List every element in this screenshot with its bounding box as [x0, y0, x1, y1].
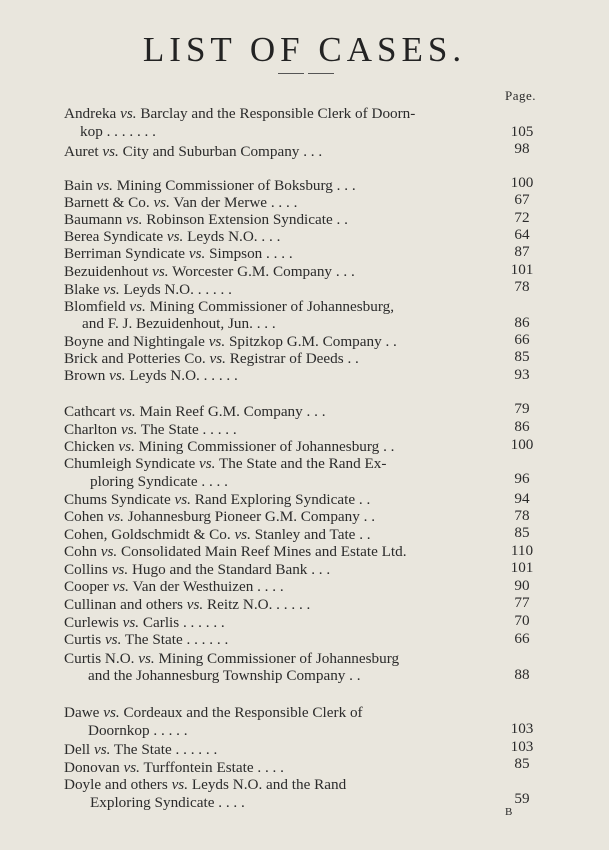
case-entry-line: Charlton vs. The State . . . . .: [64, 421, 237, 438]
case-entry-line: ploring Syndicate . . . .: [90, 473, 228, 490]
case-page-number: 72: [514, 209, 530, 226]
case-entry-line: Chums Syndicate vs. Rand Exploring Syndicate . .: [64, 491, 371, 508]
case-page-number: 66: [514, 331, 530, 348]
case-entry-line: Bezuidenhout vs. Worcester G.M. Company . . .: [64, 263, 355, 280]
case-page-number: 103: [510, 738, 534, 755]
case-entry-line: Dawe vs. Cordeaux and the Responsible Clerk of: [64, 704, 363, 721]
case-page-number: 79: [514, 400, 530, 417]
case-entry-line: Auret vs. City and Suburban Company . . .: [64, 143, 323, 160]
case-page-number: 96: [514, 470, 530, 487]
case-page-number: 93: [514, 366, 530, 383]
case-entry-line: Exploring Syndicate . . . .: [90, 794, 245, 811]
case-entry-line: Doornkop . . . . .: [88, 722, 188, 739]
case-entry-line: Curtis vs. The State . . . . . .: [64, 631, 229, 648]
case-page-number: 85: [514, 755, 530, 772]
case-page-number: 88: [514, 666, 530, 683]
case-entry-line: Cohen, Goldschmidt & Co. vs. Stanley and Tate . .: [64, 526, 371, 543]
case-entry-line: Barnett & Co. vs. Van der Merwe . . . .: [64, 194, 298, 211]
case-entry-line: and the Johannesburg Township Company . .: [88, 667, 361, 684]
signature-mark: B: [505, 806, 513, 818]
case-page-number: 86: [514, 418, 530, 435]
case-entry-line: Doyle and others vs. Leyds N.O. and the Rand: [64, 776, 347, 793]
title-rule-right: [308, 73, 334, 74]
case-entry-line: Andreka vs. Barclay and the Responsible Clerk of Doorn-: [64, 105, 416, 122]
case-page-number: 66: [514, 630, 530, 647]
case-page-number: 100: [510, 174, 534, 191]
case-entry-line: Dell vs. The State . . . . . .: [64, 741, 218, 758]
case-page-number: 103: [510, 720, 534, 737]
case-page-number: 98: [514, 140, 530, 157]
case-entry-line: Brick and Potteries Co. vs. Registrar of Deeds . .: [64, 350, 359, 367]
case-page-number: 90: [514, 577, 530, 594]
case-page-number: 105: [510, 123, 534, 140]
case-entry-line: Cullinan and others vs. Reitz N.O. . . . . .: [64, 596, 311, 613]
case-entry-line: Chicken vs. Mining Commissioner of Johannesburg . .: [64, 438, 395, 455]
case-page-number: 77: [514, 594, 530, 611]
case-entry-line: Bain vs. Mining Commissioner of Boksburg . . .: [64, 177, 356, 194]
case-entry-line: Cohen vs. Johannesburg Pioneer G.M. Company . .: [64, 508, 376, 525]
case-page-number: 101: [510, 559, 534, 576]
case-page-number: 64: [514, 226, 530, 243]
case-entry-line: Chumleigh Syndicate vs. The State and the Rand Ex-: [64, 455, 387, 472]
case-entry-line: Blomfield vs. Mining Commissioner of Johannesburg,: [64, 298, 395, 315]
case-page-number: 100: [510, 436, 534, 453]
case-entry-line: Donovan vs. Turffontein Estate . . . .: [64, 759, 284, 776]
case-entry-line: Cooper vs. Van der Westhuizen . . . .: [64, 578, 284, 595]
case-page-number: 78: [514, 507, 530, 524]
case-page-number: 110: [510, 542, 534, 559]
case-entry-line: and F. J. Bezuidenhout, Jun. . . .: [82, 315, 276, 332]
case-page-number: 78: [514, 278, 530, 295]
case-entry-line: Curlewis vs. Carlis . . . . . .: [64, 614, 225, 631]
case-page-number: 101: [510, 261, 534, 278]
case-entry-line: Cohn vs. Consolidated Main Reef Mines and Estate Ltd.: [64, 543, 407, 560]
case-entry-line: Berriman Syndicate vs. Simpson . . . .: [64, 245, 293, 262]
case-page-number: 85: [514, 348, 530, 365]
page-column-header: Page.: [505, 88, 537, 103]
case-entry-line: Berea Syndicate vs. Leyds N.O. . . .: [64, 228, 281, 245]
case-entry-line: Blake vs. Leyds N.O. . . . . .: [64, 281, 232, 298]
case-entry-line: kop . . . . . . .: [80, 123, 156, 140]
case-page-number: 67: [514, 191, 530, 208]
case-page-number: 87: [514, 243, 530, 260]
case-page-number: 86: [514, 314, 530, 331]
case-page-number: 85: [514, 524, 530, 541]
case-page-number: 94: [514, 490, 530, 507]
case-entry-line: Cathcart vs. Main Reef G.M. Company . . .: [64, 403, 326, 420]
case-entry-line: Curtis N.O. vs. Mining Commissioner of Johannesburg: [64, 650, 400, 667]
case-entry-line: Baumann vs. Robinson Extension Syndicate . .: [64, 211, 348, 228]
case-entry-line: Collins vs. Hugo and the Standard Bank . . .: [64, 561, 331, 578]
page-title: LIST OF CASES.: [142, 30, 467, 69]
case-page-number: 59: [514, 790, 530, 807]
case-entry-line: Boyne and Nightingale vs. Spitzkop G.M. Company . .: [64, 333, 397, 350]
case-page-number: 70: [514, 612, 530, 629]
case-entry-line: Brown vs. Leyds N.O. . . . . .: [64, 367, 238, 384]
title-rule-left: [278, 73, 304, 74]
